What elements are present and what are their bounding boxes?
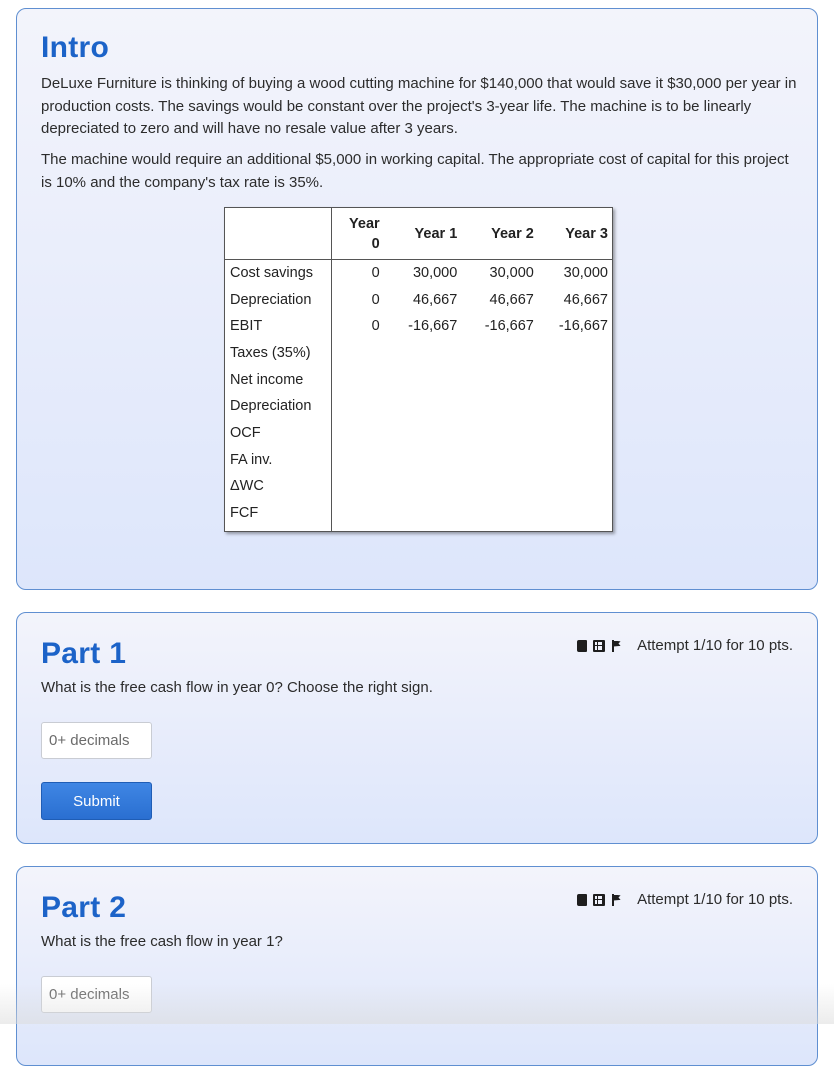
table-cell [384, 420, 462, 447]
table-cell: -16,667 [408, 318, 458, 335]
film-icon[interactable] [593, 894, 605, 906]
part2-status [577, 891, 793, 908]
table-cell [331, 366, 383, 393]
table-row-label: Depreciation [225, 286, 332, 313]
table-cell [538, 366, 613, 393]
table-body [225, 260, 613, 532]
film-icon[interactable] [593, 640, 605, 652]
table-cell [384, 393, 462, 420]
table-row [225, 500, 613, 527]
table-cell: 46,667 [563, 291, 608, 308]
table-cell [331, 473, 383, 500]
part1-question: What is the free cash flow in year 0? Choose the right sign. [41, 679, 433, 696]
table-spacer-cell [225, 526, 332, 531]
table-cell: 30,000 [489, 265, 534, 282]
table-cell [384, 473, 462, 500]
intro-paragraph-1: DeLuxe Furniture is thinking of buying a wood cutting machine for $140,000 that would save it $30,000 per year in production costs. The savings would be constant over the project's 3-year life. The machine is to be linearly depreciated to zero and will have no resale value after 3 years. [41, 75, 797, 137]
flag-icon[interactable] [611, 894, 623, 906]
table-cell: 0 [371, 318, 380, 335]
table-row-label: Taxes (35%) [225, 340, 332, 367]
part1-title: Part 1 [41, 637, 127, 670]
table-cell [384, 446, 462, 473]
table-row-label: EBIT [225, 313, 332, 340]
table-header-row [225, 208, 613, 260]
part2-title: Part 2 [41, 891, 127, 924]
part1-attempt: Attempt 1/10 for 10 pts. [637, 637, 793, 654]
intro-title: Intro [41, 31, 110, 64]
table-row [225, 286, 613, 313]
table-row-label: FCF [225, 500, 332, 527]
part2-attempt: Attempt 1/10 for 10 pts. [637, 891, 793, 908]
table-cell: -16,667 [558, 318, 608, 335]
table-row-label: Cost savings [225, 260, 332, 287]
table-cell [384, 500, 462, 527]
flag-icon[interactable] [611, 640, 623, 652]
table-cell [331, 393, 383, 420]
table-cell [461, 420, 538, 447]
table-row-label: Net income [225, 366, 332, 393]
table-spacer-cell [331, 526, 612, 531]
table-row [225, 420, 613, 447]
table-cell [461, 446, 538, 473]
table-cell [538, 393, 613, 420]
table-row-label: Depreciation [225, 393, 332, 420]
table-header-year3: Year 3 [538, 208, 613, 260]
part2-card [16, 866, 818, 1066]
table-cell: 46,667 [489, 291, 534, 308]
table-cell [384, 340, 462, 367]
table-header-blank [225, 208, 332, 260]
table-cell [384, 366, 462, 393]
table-cell [461, 366, 538, 393]
table-cell [538, 420, 613, 447]
table-cell [461, 500, 538, 527]
part2-question: What is the free cash flow in year 1? [41, 933, 283, 950]
table-row-label: OCF [225, 420, 332, 447]
table-cell: 0 [371, 265, 380, 282]
table-cell [538, 473, 613, 500]
book-icon[interactable] [577, 894, 587, 906]
table-cell: 30,000 [412, 265, 458, 282]
table-cell [538, 446, 613, 473]
table-cell [331, 340, 383, 367]
submit-button[interactable]: Submit [41, 782, 152, 820]
table-cell: 30,000 [563, 265, 608, 282]
table-row [225, 260, 613, 287]
table-spacer-row [225, 526, 613, 531]
table-header-year1: Year 1 [384, 208, 462, 260]
part1-status [577, 637, 793, 654]
table-header-year0: Year 0 [331, 208, 383, 260]
table-cell [331, 420, 383, 447]
part2-answer-input[interactable] [41, 976, 152, 1013]
part1-answer-input[interactable] [41, 722, 152, 759]
book-icon[interactable] [577, 640, 587, 652]
table-cell [538, 340, 613, 367]
table-row [225, 313, 613, 340]
table-cell [461, 340, 538, 367]
table-header-year2: Year 2 [461, 208, 538, 260]
table-cell: 0 [371, 291, 380, 308]
table-row [225, 340, 613, 367]
table-cell: 46,667 [412, 291, 458, 308]
cash-flow-table [224, 207, 613, 532]
table-row [225, 473, 613, 500]
table-cell [461, 473, 538, 500]
table-row [225, 446, 613, 473]
table-cell [331, 500, 383, 527]
table-row [225, 366, 613, 393]
table-row-label: ΔWC [225, 473, 332, 500]
table-cell [331, 446, 383, 473]
table-row [225, 393, 613, 420]
table-cell [461, 393, 538, 420]
part1-card [16, 612, 818, 844]
intro-card [16, 8, 818, 590]
intro-paragraph-2: The machine would require an additional $5,000 in working capital. The appropriate cost of capital for this project is 10% and the company's tax rate is 35%. [41, 151, 789, 191]
table-cell [538, 500, 613, 527]
table-row-label: FA inv. [225, 446, 332, 473]
table-cell: -16,667 [484, 318, 534, 335]
